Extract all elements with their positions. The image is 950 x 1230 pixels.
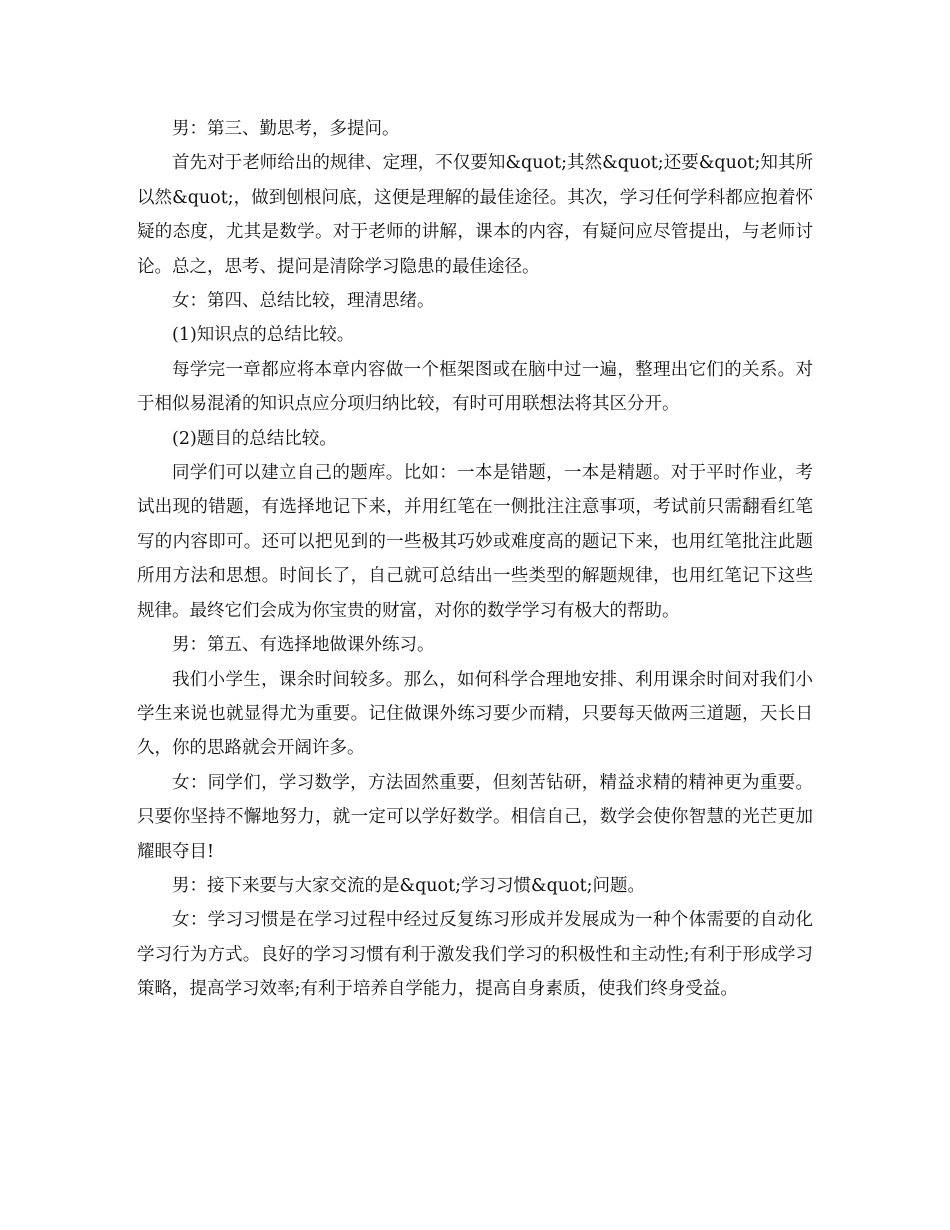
document-body (137, 112, 813, 1007)
paragraph-think-and-ask: 首先对于老师给出的规律、定理，不仅要知&quot;其然&quot;还要&quot;知其所以然&quot;，做到刨根问底，这便是理解的最佳途径。其次，学习任何学科都应抱着怀疑的态度，尤其是数学。对于老师的讲解，课本的内容，有疑问应尽管提出，与老师讨论。总之，思考、提问是清除学习隐患的最佳途径。 (137, 153, 813, 277)
paragraph-male-fifth-point: 男：第五、有选择地做课外练习。 (172, 635, 435, 656)
paragraph-male-study-habits: 男：接下来要与大家交流的是&quot;学习习惯&quot;问题。 (172, 875, 646, 896)
paragraph-knowledge-summary: 每学完一章都应将本章内容做一个框架图或在脑中过一遍，整理出它们的关系。对于相似易混淆的知识点应分项归纳比较，有时可用联想法将其区分开。 (137, 359, 813, 415)
paragraph-extra-practice: 我们小学生，课余时间较多。那么，如何科学合理地安排、利用课余时间对我们小学生来说也就显得尤为重要。记住做课外练习要少而精，只要每天做两三道题，天长日久，你的思路就会开阔许多。 (137, 669, 813, 759)
paragraph-knowledge-summary-heading: (1)知识点的总结比较。 (172, 325, 355, 346)
paragraph-question-bank: 同学们可以建立自己的题库。比如：一本是错题，一本是精题。对于平时作业，考试出现的错题，有选择地记下来，并用红笔在一侧批注注意事项，考试前只需翻看红笔写的内容即可。还可以把见到的一些极其巧妙或难度高的题记下来，也用红笔批注此题所用方法和思想。时间长了，自己就可总结出一些类型的解题规律，也用红笔记下这些规律。最终它们会成为你宝贵的财富，对你的数学学习有极大的帮助。 (137, 463, 813, 621)
paragraph-question-summary-heading: (2)题目的总结比较。 (172, 428, 337, 449)
paragraph-male-third-point: 男：第三、勤思考，多提问。 (172, 119, 400, 139)
paragraph-female-fourth-point: 女：第四、总结比较，理清思绪。 (172, 291, 435, 312)
paragraph-female-encouragement: 女：同学们，学习数学，方法固然重要，但刻苦钻研，精益求精的精神更为重要。只要你坚持不懈地努力，就一定可以学好数学。相信自己，数学会使你智慧的光芒更加耀眼夺目! (137, 772, 813, 862)
paragraph-female-study-habits: 女：学习习惯是在学习过程中经过反复练习形成并发展成为一种个体需要的自动化学习行为方式。良好的学习习惯有利于激发我们学习的积极性和主动性;有利于形成学习策略，提高学习效率;有利于培养自学能力，提高自身素质，使我们终身受益。 (137, 910, 813, 1000)
